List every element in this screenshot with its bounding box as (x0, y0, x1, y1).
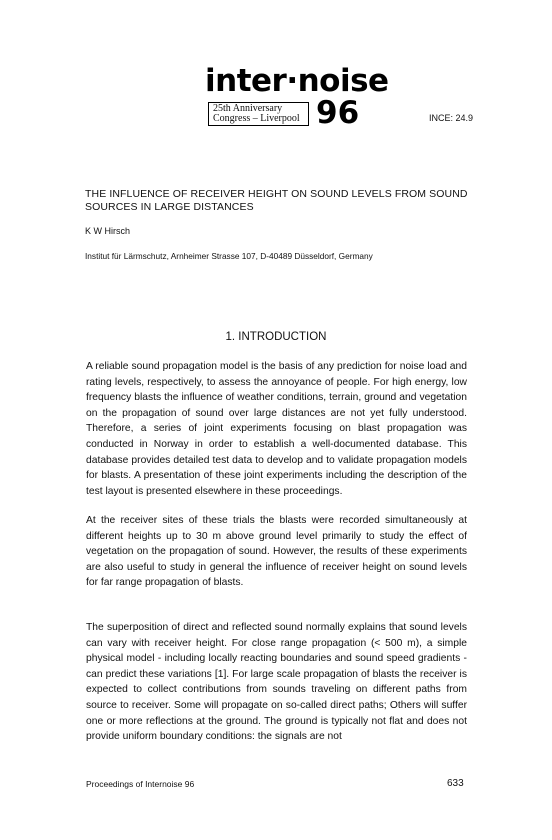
page-number: 633 (447, 778, 464, 789)
body-paragraph: At the receiver sites of these trials the blasts were recorded simultaneously at different heights up to 30 m above ground level primarily to study the effect of vegetation on the propagation of sound. However, the results of these experiments are also useful to study in general the influence of receiver height on sound levels for far range propagation of blasts. (86, 515, 467, 589)
affiliation: Institut für Lärmschutz, Arnheimer Strasse 107, D-40489 Düsseldorf, Germany (85, 251, 373, 261)
author: K W Hirsch (85, 226, 130, 236)
logo-box-line-1: 25th Anniversary (213, 103, 283, 114)
body-paragraph: The superposition of direct and reflected sound normally explains that sound levels can vary with receiver height. For close range propagation (< 500 m), a simple physical model - including locally reacting boundaries and sound speed gradients - can predict these variations [1]. For large scale propagation of blasts the receiver is expected to collect contributions from sounds traveling on different paths from source to receiver. Some will propagate on so-called direct paths; Others will suffer one or more reflections at the ground. The ground is typically not flat and does not provide uniform boundary conditions: the signals are not (86, 622, 467, 743)
conference-logo-box (208, 102, 309, 126)
footer-proceedings: Proceedings of Internoise 96 (86, 779, 195, 789)
conference-logo-year: 96 (316, 95, 360, 131)
logo-box-line-2: Congress – Liverpool (213, 113, 300, 124)
section-heading: 1. INTRODUCTION (225, 331, 327, 343)
ince-code: INCE: 24.9 (429, 113, 474, 123)
conference-logo-wordmark: inter·noise (205, 63, 389, 99)
body-paragraph: A reliable sound propagation model is the basis of any prediction for noise load and rating levels, respectively, to assess the annoyance of people. For high energy, low frequency blasts the influence of weather conditions, terrain, ground and vegetation on the propagation of sound over large distances are not yet fully understood. Therefore, a series of joint experiments focusing on blast propagation was conducted in Norway in order to establish a well-documented database. This database provides detailed test data to develop and to validate propagation models for blasts. A presentation of these joint experiments including the description of the test layout is presented elsewhere in these proceedings. (86, 361, 467, 497)
paper-title: THE INFLUENCE OF RECEIVER HEIGHT ON SOUND LEVELS FROM SOUND SOURCES IN LARGE DISTANCES (85, 188, 468, 213)
